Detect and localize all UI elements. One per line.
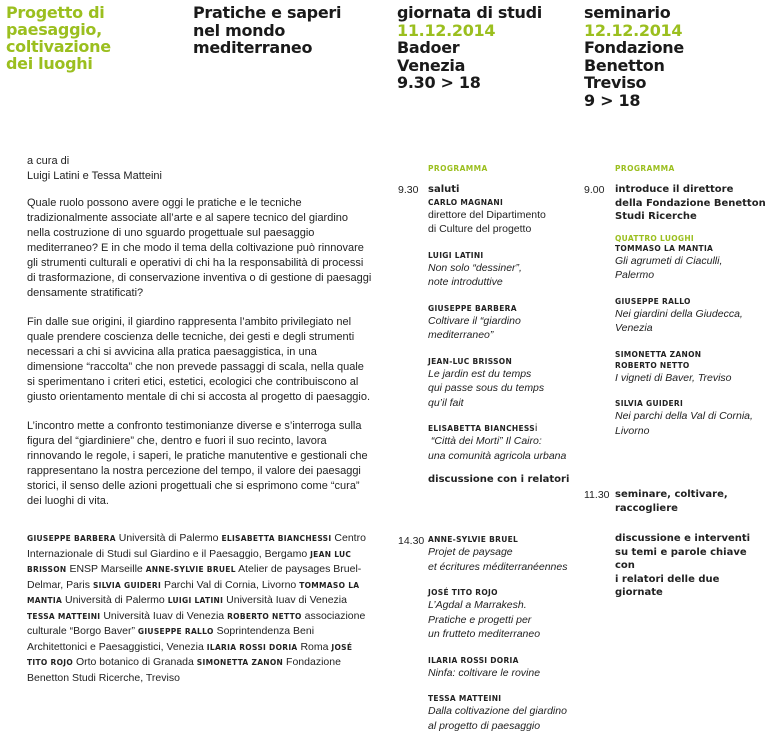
program1-afternoon	[428, 534, 598, 733]
talk-title: un frutteto mediterraneo	[428, 628, 541, 640]
talk-title: una comunità agricola urbana	[428, 449, 567, 462]
participant-name: ROBERTO NETTO	[227, 611, 302, 621]
speaker-role: direttore del Dipartimento	[428, 208, 546, 221]
intro-text	[27, 196, 372, 523]
talk-title: Livorno	[615, 424, 650, 437]
speaker-name: ILARIA ROSSI DORIA	[428, 655, 519, 665]
time-label: 14.30	[398, 535, 425, 547]
program-heading: PROGRAMMA	[615, 164, 675, 173]
talk-title: L’Agdal a Marrakesh.	[428, 599, 527, 611]
session-title: saluti	[428, 184, 460, 195]
session-title: su temi e parole chiave con	[615, 546, 747, 571]
participant-name: ELISABETTA BIANCHESSI	[221, 534, 332, 543]
program1-heading	[428, 158, 488, 176]
speaker-name: CARLO MAGNANI	[428, 197, 504, 207]
event-title	[6, 4, 156, 72]
talk-title: Nei giardini della Giudecca,	[615, 307, 743, 320]
talk-title: mediterraneo”	[428, 329, 494, 341]
talk-title: et écritures méditerranéennes	[428, 560, 568, 573]
time-label: 9.30	[398, 184, 419, 196]
speaker-role: di Culture del progetto	[428, 223, 532, 235]
participant-name: JOSÉ TITO ROJO	[27, 642, 353, 667]
participant-name: JEAN LUC BRISSON	[27, 549, 352, 574]
speaker-name: GIUSEPPE RALLO	[615, 296, 691, 306]
day1-type: giornata di studi	[397, 3, 542, 22]
participant-name: ILARIA ROSSI DORIA	[206, 642, 298, 652]
session-title: Studi Ricerche	[615, 211, 697, 222]
day2-hours: 9 > 18	[584, 90, 641, 110]
speaker-name: JEAN-LUC BRISSON	[428, 356, 513, 366]
speaker-name-part: ELISABETTA BIANCHESS	[428, 424, 535, 433]
participant-affiliation: Centro Internazionale di Studi sul Giardino e il Paesaggio, Bergamo	[27, 532, 366, 560]
subtitle-line: mediterraneo	[193, 38, 313, 57]
subtitle-line: Pratiche e saperi	[193, 3, 342, 22]
session-title: discussione con i relatori	[428, 474, 570, 485]
event-subtitle	[193, 4, 383, 57]
participant-affiliation: Università di Palermo	[118, 532, 219, 544]
curator-name: Tessa Matteini	[91, 170, 162, 182]
day2-venue: Fondazione Benetton	[584, 38, 684, 75]
speaker-name: SILVIA GUIDERI	[615, 399, 684, 408]
title-line: Progetto di	[6, 3, 105, 22]
speaker-name: SIMONETTA ZANON	[615, 349, 702, 359]
day2-header	[584, 4, 769, 109]
title-line: coltivazione	[6, 37, 111, 56]
day2-city: Treviso	[584, 73, 647, 92]
day1-date: 11.12.2014	[397, 20, 496, 40]
time-label: 11.30	[584, 489, 610, 501]
section-subheading: QUATTRO LUOGHI	[615, 233, 695, 243]
talk-title: Dalla coltivazione del giardino	[428, 705, 567, 717]
program2-late	[615, 488, 769, 515]
program1-morning	[428, 183, 598, 487]
conjunction: e	[82, 170, 89, 182]
participant-name: TESSA MATTEINI	[27, 611, 101, 621]
paragraph: Quale ruolo possono avere oggi le pratiche e le tecniche tradizionalmente associate all’arte e al sapere tecnico del giardino nella costruzione di uno sguardo progettuale sul paesaggio mediterraneo? E in che modo il tema della coltivazione può rinnovare gli strumenti culturali e operativi di chi ha la responsabilità di processi di trasformazione, di conservazione inventiva o di gestione di paesaggi densamente stratificati?	[27, 197, 372, 299]
talk-title: Nei parchi della Val di Cornia,	[615, 410, 753, 422]
talk-title: qu’il fait	[428, 396, 464, 409]
paragraph: Fin dalle sue origini, il giardino rappresenta l’ambito privilegiato nel quale prendere coscienza delle tecniche, dei gesti e degli strumenti necessari a chi si avvicina alla pratica paesaggistica, in una dimensione “raccolta” che non prevede passaggi di scala, nella quale si sperimentano i criteri etici, estetici, ecologici che contribuiscono al giusto orientamento mentale di chi si accosta al progetto di paesaggio.	[27, 316, 371, 403]
curators-label: a cura di	[27, 155, 70, 167]
session-title: i relatori delle due giornate	[615, 573, 720, 598]
session-title: introduce il direttore	[615, 184, 734, 195]
session-title: della Fondazione Benetton	[615, 197, 766, 209]
participant-affiliation: Atelier de paysages Bruel-Delmar, Paris	[27, 563, 362, 591]
talk-title: Ninfa: coltivare le rovine	[428, 666, 541, 679]
session-title: seminare, coltivare,	[615, 489, 728, 500]
talk-title: Pratiche e progetti per	[428, 613, 532, 626]
day2-date: 12.12.2014	[584, 20, 683, 40]
curator-name: Luigi Latini	[27, 170, 80, 182]
participant-name: SIMONETTA ZANON	[196, 658, 284, 667]
curators	[27, 154, 377, 184]
talk-title: note introduttive	[428, 276, 503, 288]
speaker-name: ANNE-SYLVIE BRUEL	[428, 535, 519, 544]
talk-title: qui passe sous du temps	[428, 382, 545, 394]
participant-name: GIUSEPPE BARBERA	[27, 534, 116, 543]
day1-city: Venezia	[397, 55, 466, 75]
day1-hours: 9.30 > 18	[397, 73, 481, 92]
participants-list	[27, 531, 372, 685]
participant-affiliation: Orto botanico di Granada	[75, 656, 194, 668]
day1-header	[397, 4, 577, 92]
talk-title: Gli agrumeti di Ciaculli,	[615, 254, 723, 267]
participant-affiliation: Università Iuav di Venezia	[226, 594, 347, 606]
speaker-name: LUIGI LATINI	[428, 250, 484, 260]
day2-type: seminario	[584, 3, 671, 22]
participant-name: LUIGI LATINI	[167, 596, 224, 605]
participant-affiliation: Fondazione Benetton Studi Ricerche, Treviso	[27, 656, 341, 684]
speaker-name: TOMMASO LA MANTIA	[615, 243, 714, 253]
speaker-name: GIUSEPPE BARBERA	[428, 303, 517, 313]
participant-affiliation: Roma	[300, 640, 329, 653]
speaker-name: TESSA MATTEINI	[428, 694, 502, 703]
talk-title: Venezia	[615, 322, 653, 334]
program2-discussion	[615, 532, 769, 600]
subtitle-line: nel mondo	[193, 20, 286, 40]
participant-name: ANNE-SYLVIE BRUEL	[145, 565, 236, 574]
talk-title: Le jardin est du temps	[428, 367, 532, 380]
session-title: raccogliere	[615, 502, 678, 514]
talk-title: “Città dei Morti” Il Cairo:	[428, 435, 542, 447]
participant-affiliation: Università Iuav di Venezia	[103, 609, 225, 622]
speaker-name: JOSÉ TITO ROJO	[428, 588, 498, 597]
speaker-name-part: i	[534, 422, 538, 434]
time-label: 9.00	[584, 184, 605, 196]
speaker-name: ROBERTO NETTO	[615, 360, 690, 370]
participant-affiliation: ENSP Marseille	[69, 563, 143, 575]
program2-heading	[615, 158, 675, 176]
speaker-name	[428, 423, 598, 434]
talk-title: Non solo “dessiner”,	[428, 261, 522, 274]
title-line: dei luoghi	[6, 54, 93, 73]
participant-name: SILVIA GUIDERI	[92, 580, 162, 590]
participant-affiliation: Soprintendenza Beni Architettonici e Paesaggistici, Venezia	[27, 625, 315, 653]
talk-title: Palermo	[615, 269, 655, 281]
session-title: discussione e interventi	[615, 533, 751, 544]
talk-title: al progetto di paesaggio	[428, 719, 541, 732]
day1-venue: Badoer	[397, 38, 460, 57]
talk-title: I vigneti di Baver, Treviso	[615, 371, 732, 384]
participant-name: TOMMASO LA MANTIA	[27, 580, 360, 605]
program-heading: PROGRAMMA	[428, 164, 488, 173]
participant-name: GIUSEPPE RALLO	[137, 627, 214, 636]
talk-title: Projet de paysage	[428, 546, 513, 558]
participant-affiliation: Parchi Val di Cornia, Livorno	[163, 578, 297, 591]
paragraph: L’incontro mette a confronto testimonianze diverse e s’interroga sulla figura del “giardiniere” che, dentro e fuori il suo recinto, lavora rinnovando le regole, i saperi, le pratiche manutentive e gestionali che rappresentano la nostra percezione del tempo, il valore dei paesaggi storici, il senso delle azioni progettuali che si esprimono come “cura” dei luoghi di vita.	[27, 420, 368, 507]
program2-morning	[615, 183, 769, 438]
participant-affiliation: associazione culturale “Borgo Baver”	[27, 609, 366, 637]
participant-affiliation: Università di Palermo	[64, 594, 165, 606]
title-line: paesaggio,	[6, 20, 102, 39]
talk-title: Coltivare il “giardino	[428, 314, 521, 327]
